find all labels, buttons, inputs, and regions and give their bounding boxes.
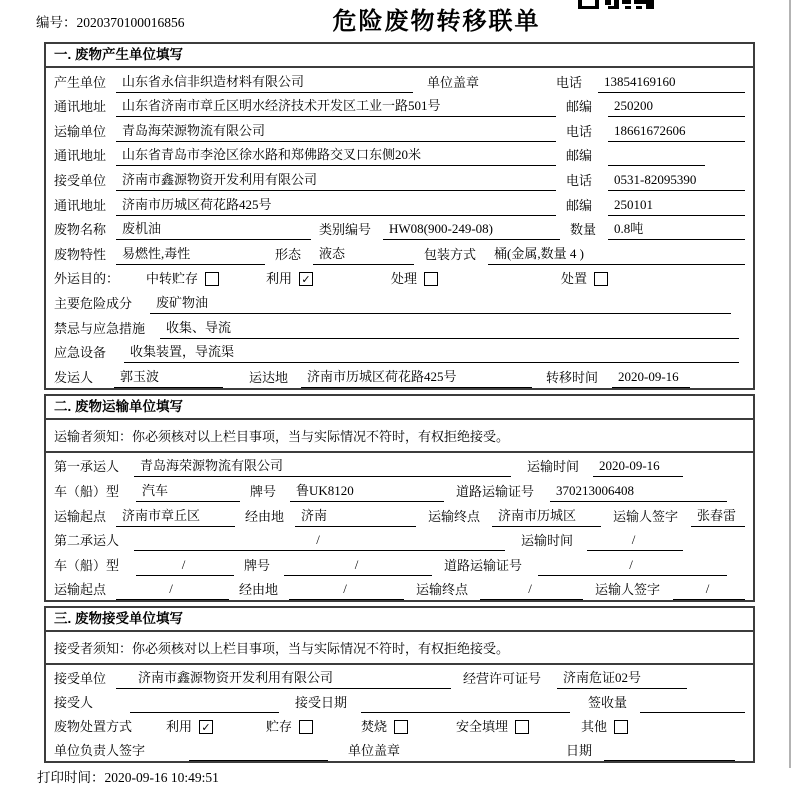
permit-label: 经营许可证号 bbox=[463, 671, 542, 687]
category-field: HW08(900-249-08) bbox=[383, 221, 560, 240]
disposal-option-landfill bbox=[456, 716, 581, 737]
form-field: 液态 bbox=[313, 243, 414, 265]
route2-row bbox=[46, 576, 753, 601]
phone-label: 电话 bbox=[566, 172, 593, 188]
disposal-option-label: 其他 bbox=[581, 719, 608, 735]
document-content bbox=[36, 0, 755, 786]
origin2-field: / bbox=[116, 581, 229, 600]
document-title: 危险废物转移联单 bbox=[332, 9, 541, 35]
character-label: 废物特性 bbox=[54, 246, 107, 262]
receiver-notice bbox=[46, 632, 753, 665]
producer-address-field: 山东省济南市章丘区明水经济技术开发区工业一路501号 bbox=[116, 95, 556, 117]
receiver-address-row bbox=[46, 191, 753, 216]
carrier2-field: / bbox=[134, 532, 505, 551]
carrier2-label: 第二承运人 bbox=[54, 533, 120, 549]
section-producer bbox=[44, 42, 755, 390]
transporter-notice bbox=[46, 420, 753, 453]
vehicle1-row bbox=[46, 477, 753, 502]
vehicle2-type-field: / bbox=[136, 557, 234, 576]
sign2-field: / bbox=[673, 581, 745, 600]
consignor-label: 发运人 bbox=[54, 369, 94, 385]
form-label: 形态 bbox=[275, 246, 302, 262]
checkbox-icon bbox=[205, 272, 219, 286]
taboo-field: 收集、导流 bbox=[160, 317, 739, 339]
carrier-sign-label: 运输人签字 bbox=[595, 582, 661, 598]
disposal-row bbox=[46, 713, 753, 737]
carrier2-time-field: / bbox=[587, 532, 683, 551]
section-receiver-title: 三. 废物接受单位填写 bbox=[46, 608, 753, 632]
checkbox-icon bbox=[614, 720, 628, 734]
unit-seal-label: 单位盖章 bbox=[348, 743, 401, 759]
consignor-row bbox=[46, 363, 753, 388]
disposal-label: 废物处置方式 bbox=[54, 719, 133, 735]
equipment-label: 应急设备 bbox=[54, 345, 107, 361]
checkbox-mark: ✓ bbox=[301, 272, 311, 286]
via-label: 经由地 bbox=[239, 582, 279, 598]
vehicle-type-label: 车（船）型 bbox=[54, 483, 120, 499]
purpose-option-label: 处置 bbox=[561, 271, 588, 287]
via1-field: 济南 bbox=[295, 505, 416, 527]
print-time-label: 打印时间： bbox=[37, 770, 105, 786]
transporter-address-row bbox=[46, 142, 753, 167]
plate1-field: 鲁UK8120 bbox=[290, 480, 444, 502]
checkbox-mark: ✓ bbox=[201, 720, 211, 734]
permit-field: 济南危证02号 bbox=[557, 667, 687, 689]
license2-field: / bbox=[538, 557, 727, 576]
receiver-address-field: 济南市历城区荷花路425号 bbox=[116, 194, 556, 216]
quantity-label: 数量 bbox=[570, 222, 597, 238]
zip-label: 邮编 bbox=[566, 148, 593, 164]
taboo-measures-row bbox=[46, 314, 753, 339]
purpose-row bbox=[46, 265, 753, 290]
sign1-field: 张春雷 bbox=[691, 505, 745, 527]
disposal-option-incinerate bbox=[361, 716, 456, 737]
end-label: 运输终点 bbox=[416, 582, 469, 598]
zip-label: 邮编 bbox=[566, 99, 593, 115]
section-transporter-title: 二. 废物运输单位填写 bbox=[46, 396, 753, 420]
road-license-label: 道路运输证号 bbox=[456, 483, 535, 499]
carrier2-row bbox=[46, 527, 753, 552]
checkbox-checked-icon bbox=[199, 720, 213, 734]
origin-label: 运输起点 bbox=[54, 508, 107, 524]
carrier1-row bbox=[46, 453, 753, 478]
acceptor-field bbox=[130, 710, 279, 713]
receiver-notice-text: 接受者须知：你必须核对以上栏目事项，当与实际情况不符时，有权拒绝接受。 bbox=[54, 641, 510, 657]
disposal-option-label: 利用 bbox=[166, 719, 193, 735]
carrier1-field: 青岛海荣源物流有限公司 bbox=[134, 455, 511, 477]
waste-name-label: 废物名称 bbox=[54, 222, 107, 238]
taboo-label: 禁忌与应急措施 bbox=[54, 320, 146, 336]
section-producer-title: 一. 废物产生单位填写 bbox=[46, 44, 753, 68]
end1-field: 济南市历城区 bbox=[492, 505, 601, 527]
end2-field: / bbox=[480, 581, 583, 600]
accept-date-label: 接受日期 bbox=[295, 695, 348, 711]
disposal-option-label: 焚烧 bbox=[361, 719, 388, 735]
end-label: 运输终点 bbox=[428, 508, 481, 524]
receiver-row bbox=[46, 166, 753, 191]
checkbox-icon bbox=[515, 720, 529, 734]
purpose-option-dispose bbox=[561, 268, 608, 289]
emergency-equipment-row bbox=[46, 339, 753, 364]
character-field: 易燃性,毒性 bbox=[116, 243, 265, 265]
accept-unit-field: 济南市鑫源物资开发利用有限公司 bbox=[116, 667, 451, 689]
transporter-label: 运输单位 bbox=[54, 123, 107, 139]
accept-date-field bbox=[361, 710, 570, 713]
waste-character-row bbox=[46, 240, 753, 265]
vehicle1-type-field: 汽车 bbox=[136, 480, 240, 502]
receiver-label: 接受单位 bbox=[54, 172, 107, 188]
print-time bbox=[37, 766, 755, 786]
document-number-value: 2020370100016856 bbox=[76, 15, 185, 30]
road-license-label: 道路运输证号 bbox=[444, 557, 523, 573]
receiver-phone-field: 0531-82095390 bbox=[608, 172, 745, 191]
accept-unit-row bbox=[46, 665, 753, 689]
checkbox-icon bbox=[424, 272, 438, 286]
transporter-zip-field bbox=[608, 163, 705, 166]
origin1-field: 济南市章丘区 bbox=[116, 505, 235, 527]
producer-phone-field: 13854169160 bbox=[598, 74, 745, 93]
zip-label: 邮编 bbox=[566, 197, 593, 213]
carrier1-label: 第一承运人 bbox=[54, 459, 120, 475]
section-receiver bbox=[44, 606, 755, 763]
checkbox-icon bbox=[299, 720, 313, 734]
received-qty-field bbox=[640, 710, 745, 713]
waste-name-field: 废机油 bbox=[116, 218, 311, 240]
receiver-name-field: 济南市鑫源物资开发利用有限公司 bbox=[116, 169, 556, 191]
disposal-option-label: 贮存 bbox=[266, 719, 293, 735]
consignor-field: 郭玉波 bbox=[114, 366, 223, 388]
manager-sign-field bbox=[189, 758, 328, 761]
hazard-label: 主要危险成分 bbox=[54, 295, 133, 311]
vehicle2-row bbox=[46, 551, 753, 576]
transfer-time-field: 2020-09-16 bbox=[612, 369, 690, 388]
date-field bbox=[604, 758, 735, 761]
plate-label: 牌号 bbox=[250, 483, 277, 499]
carrier1-time-field: 2020-09-16 bbox=[593, 458, 683, 477]
via-label: 经由地 bbox=[245, 508, 285, 524]
phone-label: 电话 bbox=[566, 123, 593, 139]
transporter-row bbox=[46, 117, 753, 142]
accept-unit-label: 接受单位 bbox=[54, 671, 107, 687]
packing-label: 包装方式 bbox=[424, 246, 477, 262]
quantity-field: 0.8吨 bbox=[608, 218, 745, 240]
purpose-option-label: 处理 bbox=[391, 271, 418, 287]
carrier-sign-label: 运输人签字 bbox=[613, 508, 679, 524]
manager-sign-row bbox=[46, 737, 753, 761]
address-label: 通讯地址 bbox=[54, 148, 107, 164]
producer-address-row bbox=[46, 93, 753, 118]
producer-name-field: 山东省永信非织造材料有限公司 bbox=[116, 71, 413, 93]
via2-field: / bbox=[289, 581, 404, 600]
checkbox-checked-icon bbox=[299, 272, 313, 286]
disposal-option-storage bbox=[266, 716, 361, 737]
plate-label: 牌号 bbox=[244, 557, 271, 573]
producer-zip-field: 250200 bbox=[608, 98, 745, 117]
received-qty-label: 签收量 bbox=[588, 695, 628, 711]
equipment-field: 收集装置，导流渠 bbox=[124, 341, 739, 363]
purpose-option-utilize bbox=[266, 268, 391, 289]
disposal-option-utilize bbox=[166, 716, 266, 737]
hazard-component-row bbox=[46, 289, 753, 314]
transport-time-label: 运输时间 bbox=[527, 459, 580, 475]
address-label: 通讯地址 bbox=[54, 197, 107, 213]
purpose-option-label: 利用 bbox=[266, 271, 293, 287]
purpose-option-treat bbox=[391, 268, 561, 289]
purpose-option-label: 中转贮存 bbox=[146, 271, 199, 287]
unit-seal-label: 单位盖章 bbox=[427, 74, 480, 90]
manager-sign-label: 单位负责人签字 bbox=[54, 743, 146, 759]
disposal-option-other bbox=[581, 716, 628, 737]
checkbox-icon bbox=[394, 720, 408, 734]
transport-time-label: 运输时间 bbox=[521, 533, 574, 549]
document-number-label: 编号： bbox=[36, 15, 77, 30]
waste-name-row bbox=[46, 216, 753, 241]
destination-label: 运达地 bbox=[249, 369, 289, 385]
section-transporter bbox=[44, 394, 755, 603]
hazard-field: 废矿物油 bbox=[150, 292, 731, 314]
vehicle-type-label: 车（船）型 bbox=[54, 557, 120, 573]
transporter-address-field: 山东省青岛市李沧区徐水路和郑佛路交叉口东侧20米 bbox=[116, 144, 556, 166]
purpose-label: 外运目的： bbox=[54, 271, 120, 287]
destination-field: 济南市历城区荷花路425号 bbox=[301, 366, 532, 388]
document-header bbox=[36, 0, 755, 38]
category-label: 类别编号 bbox=[319, 222, 372, 238]
print-time-value: 2020-09-16 10:49:51 bbox=[104, 770, 219, 786]
transporter-phone-field: 18661672606 bbox=[608, 123, 745, 142]
phone-label: 电话 bbox=[556, 74, 583, 90]
origin-label: 运输起点 bbox=[54, 582, 107, 598]
transporter-notice-text: 运输者须知：你必须核对以上栏目事项，当与实际情况不符时，有权拒绝接受。 bbox=[54, 428, 510, 444]
receiver-zip-field: 250101 bbox=[608, 197, 745, 216]
producer-row bbox=[46, 68, 753, 93]
acceptor-row bbox=[46, 689, 753, 713]
acceptor-label: 接受人 bbox=[54, 695, 94, 711]
date-label: 日期 bbox=[566, 743, 593, 759]
scan-edge-line bbox=[789, 0, 791, 768]
license1-field: 370213006408 bbox=[550, 483, 727, 502]
route1-row bbox=[46, 502, 753, 527]
transporter-name-field: 青岛海荣源物流有限公司 bbox=[116, 120, 556, 142]
plate2-field: / bbox=[284, 557, 432, 576]
producer-label: 产生单位 bbox=[54, 74, 107, 90]
disposal-option-label: 安全填埋 bbox=[456, 719, 509, 735]
checkbox-icon bbox=[594, 272, 608, 286]
purpose-option-transfer-storage bbox=[146, 268, 266, 289]
transfer-time-label: 转移时间 bbox=[546, 369, 599, 385]
address-label: 通讯地址 bbox=[54, 99, 107, 115]
packing-field: 桶(金属,数量 4 ) bbox=[488, 243, 745, 265]
